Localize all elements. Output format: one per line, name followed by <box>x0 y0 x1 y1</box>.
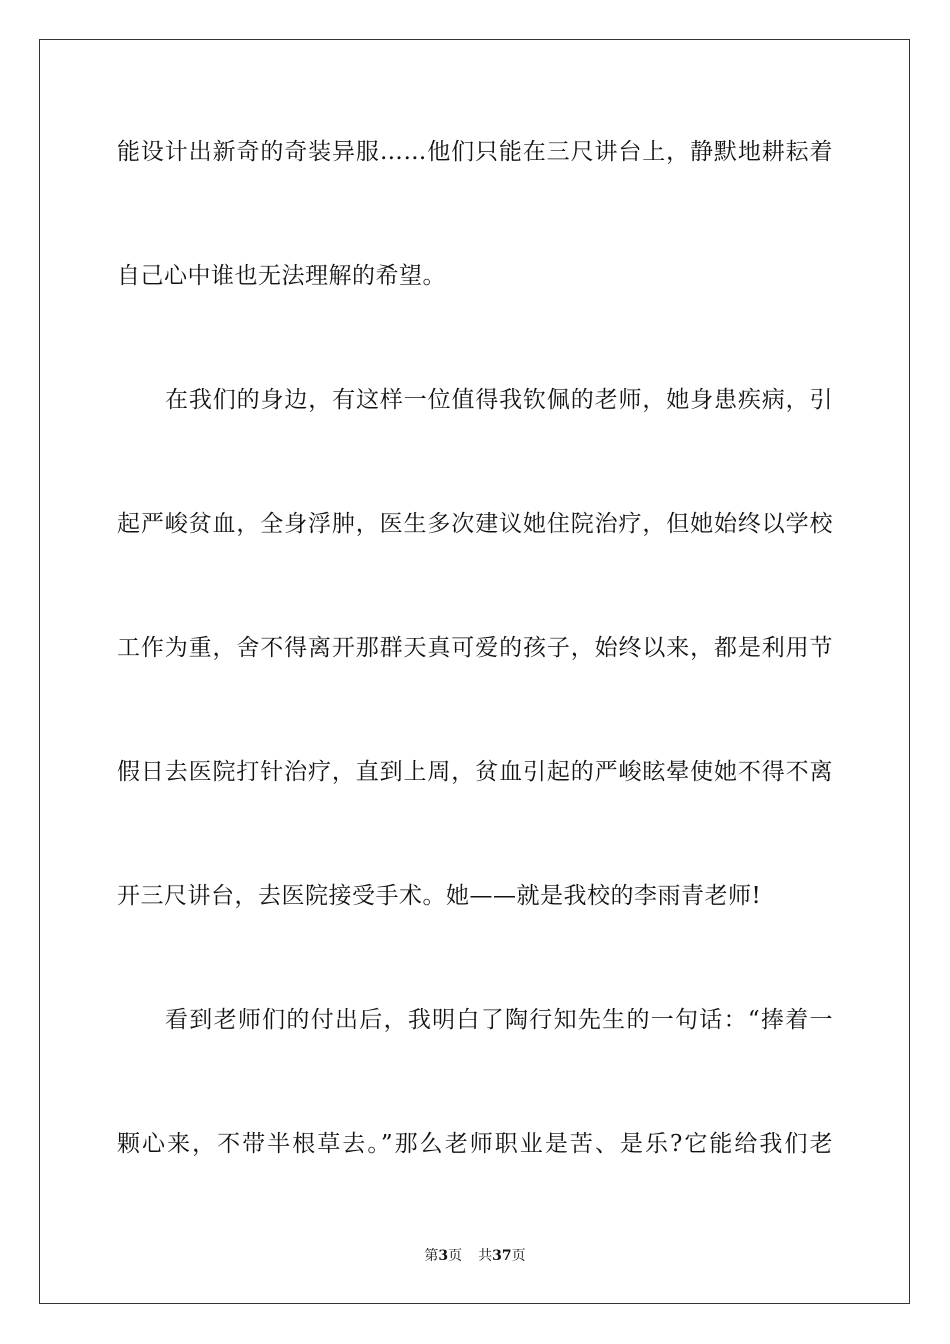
page-current-number: 3 <box>438 1248 449 1264</box>
text-line-3: 在我们的身边，有这样一位值得我钦佩的老师，她身患疾病，引 <box>165 387 833 413</box>
text-line-1: 能设计出新奇的奇装异服……他们只能在三尺讲台上，静默地耕耘着 <box>117 139 833 165</box>
page-border <box>39 39 910 1304</box>
page-label-suffix: 页 <box>448 1248 463 1264</box>
text-line-4: 起严峻贫血，全身浮肿，医生多次建议她住院治疗，但她始终以学校 <box>117 511 833 537</box>
page-label-prefix: 第 <box>424 1248 439 1264</box>
page-footer <box>0 1247 950 1265</box>
text-line-5: 工作为重，舍不得离开那群天真可爱的孩子，始终以来，都是利用节 <box>117 635 833 661</box>
total-label-suffix: 页 <box>511 1248 526 1264</box>
text-line-6: 假日去医院打针治疗，直到上周，贫血引起的严峻眩晕使她不得不离 <box>117 759 833 785</box>
total-label-prefix: 共 <box>478 1248 493 1264</box>
text-line-9: 颗心来，不带半根草去。”那么老师职业是苦、是乐?它能给我们老 <box>117 1131 833 1157</box>
page-total-number: 37 <box>492 1248 512 1264</box>
text-line-7: 开三尺讲台，去医院接受手术。她——就是我校的李雨青老师! <box>117 883 762 909</box>
text-line-8: 看到老师们的付出后，我明白了陶行知先生的一句话：“捧着一 <box>165 1007 833 1033</box>
text-line-2: 自己心中谁也无法理解的希望。 <box>117 263 446 289</box>
